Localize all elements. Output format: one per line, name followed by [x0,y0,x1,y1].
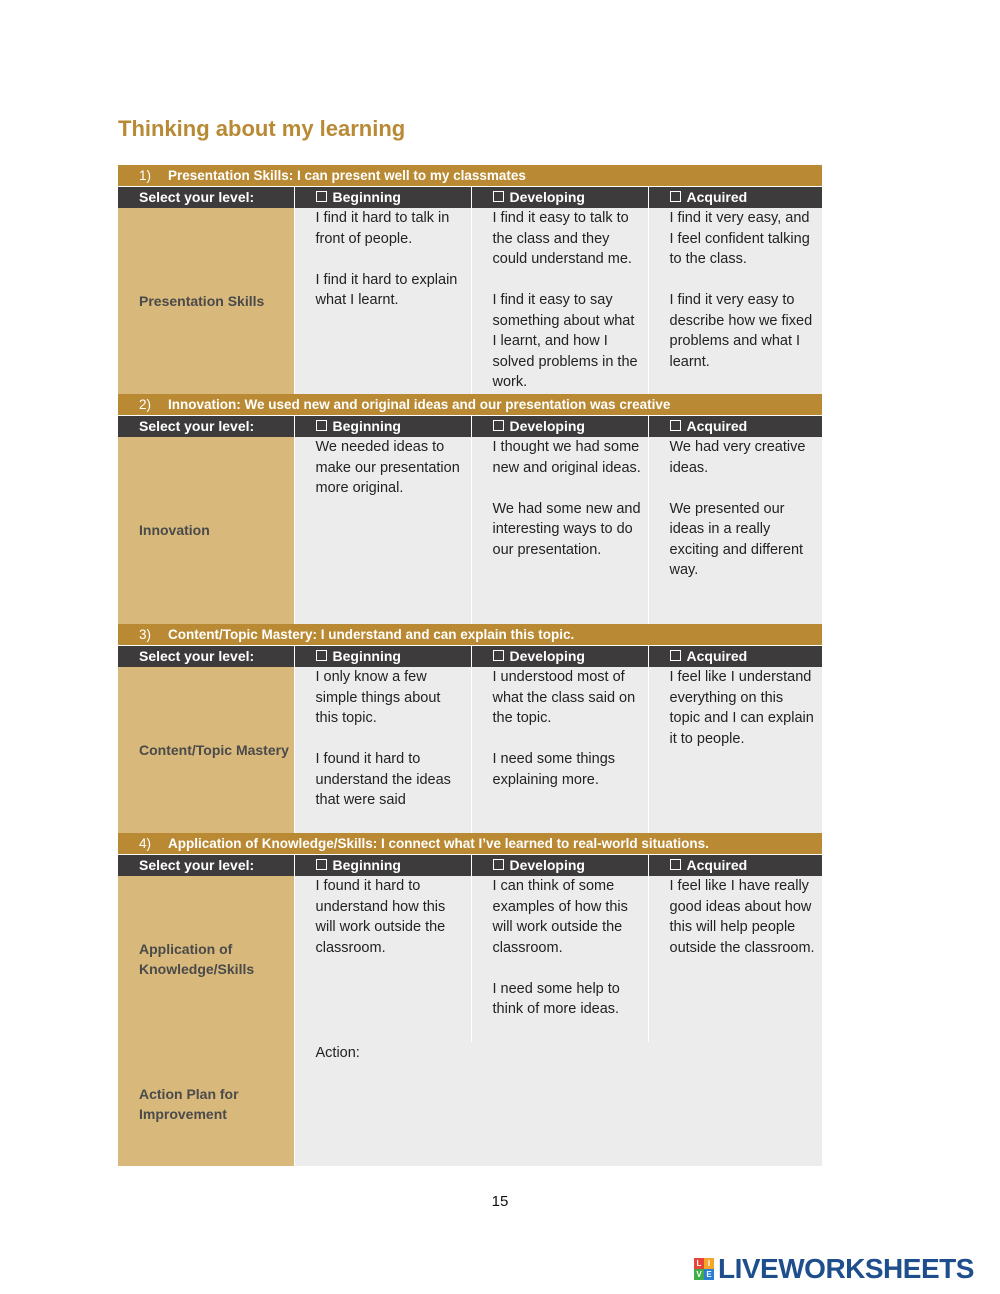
select-level-label: Select your level: [118,646,294,668]
level-option-developing[interactable] [471,855,648,877]
level-label: Acquired [686,418,748,434]
descriptor-beginning [294,208,471,394]
level-label: Acquired [686,857,748,873]
descriptor-text: I only know a few simple things about this topic. [315,669,441,726]
level-option-acquired[interactable] [648,187,822,209]
level-label: Beginning [332,418,401,434]
checkbox-icon[interactable] [493,420,504,431]
level-option-beginning[interactable] [294,855,471,877]
brand-mark-icon: L I V E [694,1258,714,1280]
level-label: Acquired [686,189,748,205]
section-header [118,394,822,416]
page-number: 15 [491,1193,509,1210]
section-heading: Presentation Skills: I can present well to my classmates [168,168,526,183]
select-level-label: Select your level: [118,855,294,877]
checkbox-icon[interactable] [316,859,327,870]
descriptor-text: We had very creative ideas. [669,439,806,476]
level-label: Beginning [332,648,401,664]
checkbox-icon[interactable] [493,650,504,661]
descriptor-text: I need some things explaining more. [492,751,616,788]
descriptor-text: I found it hard to understand how this will work outside the classroom. [315,878,446,956]
checkbox-icon[interactable] [493,191,504,202]
descriptor-text: I find it easy to talk to the class and they could understand me. [492,210,632,267]
page-title: Thinking about my learning [118,116,406,141]
descriptor-beginning [294,667,471,833]
descriptor-beginning [294,437,471,624]
descriptor-acquired [648,437,822,624]
level-option-acquired[interactable] [648,416,822,438]
level-option-developing[interactable] [471,187,648,209]
level-option-acquired[interactable] [648,855,822,877]
descriptor-text: I thought we had some new and original ideas. [492,439,641,476]
checkbox-icon[interactable] [316,420,327,431]
checkbox-icon[interactable] [493,859,504,870]
level-label: Developing [509,648,585,664]
descriptor-text: We presented our ideas in a really exciting and different way. [669,500,804,578]
level-label: Developing [509,189,585,205]
descriptor-text: I feel like I have really good ideas about how this will help people outside the classroom. [669,878,815,956]
descriptor-text: I find it hard to explain what I learnt. [315,271,458,308]
checkbox-icon[interactable] [670,859,681,870]
level-option-beginning[interactable] [294,646,471,668]
section-number: 1) [139,168,152,183]
descriptor-acquired [648,876,822,1042]
level-option-beginning[interactable] [294,187,471,209]
descriptor-developing [471,208,648,394]
section-number: 3) [139,627,152,642]
level-label: Developing [509,857,585,873]
section-heading: Innovation: We used new and original ideas and our presentation was creative [168,397,671,412]
descriptor-acquired [648,667,822,833]
descriptor-beginning [294,876,471,1042]
descriptor-developing [471,667,648,833]
checkbox-icon[interactable] [670,191,681,202]
descriptor-text: We needed ideas to make our presentation more original. [315,439,460,496]
section-header [118,833,822,855]
category-label: Content/Topic Mastery [118,667,294,833]
section-number: 2) [139,397,152,412]
action-plan-field[interactable] [294,1042,822,1166]
level-label: Acquired [686,648,748,664]
level-option-acquired[interactable] [648,646,822,668]
select-level-label: Select your level: [118,187,294,209]
level-label: Beginning [332,857,401,873]
liveworksheets-logo [694,1254,974,1284]
action-plan-category: Action Plan for Improvement [118,1042,294,1166]
descriptor-text: I can think of some examples of how this will work outside the classroom. [492,878,628,956]
section-header [118,165,822,187]
descriptor-text: I find it very easy, and I feel confident talking to the class. [669,210,810,267]
descriptor-text: I find it easy to say something about what I learnt, and how I solved problems in the work. [492,292,638,390]
descriptor-text: I found it hard to understand the ideas that were said [315,751,451,808]
level-label: Beginning [332,189,401,205]
descriptor-developing [471,437,648,624]
action-label: Action: [315,1045,360,1061]
brand-name: LIVEWORKSHEETS [718,1253,974,1284]
level-label: Developing [509,418,585,434]
descriptor-text: We had some new and interesting ways to do our presentation. [492,500,641,558]
rubric-table [118,165,822,1166]
checkbox-icon[interactable] [670,420,681,431]
descriptor-text: I need some help to think of more ideas. [492,980,620,1017]
section-number: 4) [139,836,152,851]
category-label: Presentation Skills [118,208,294,394]
descriptor-text: I find it very easy to describe how we fixed problems and what I learnt. [669,292,813,370]
section-header [118,624,822,646]
checkbox-icon[interactable] [316,191,327,202]
section-heading: Application of Knowledge/Skills: I connect what I’ve learned to real-world situations. [168,836,709,851]
section-heading: Content/Topic Mastery: I understand and can explain this topic. [168,627,575,642]
category-label: Innovation [118,437,294,624]
level-option-developing[interactable] [471,416,648,438]
descriptor-text: I understood most of what the class said on the topic. [492,669,636,726]
descriptor-developing [471,876,648,1042]
checkbox-icon[interactable] [670,650,681,661]
select-level-label: Select your level: [118,416,294,438]
descriptor-text: I feel like I understand everything on this topic and I can explain it to people. [669,669,814,747]
category-label: Application of Knowledge/Skills [118,876,294,1042]
level-option-developing[interactable] [471,646,648,668]
descriptor-acquired [648,208,822,394]
level-option-beginning[interactable] [294,416,471,438]
checkbox-icon[interactable] [316,650,327,661]
descriptor-text: I find it hard to talk in front of people. [315,210,450,247]
